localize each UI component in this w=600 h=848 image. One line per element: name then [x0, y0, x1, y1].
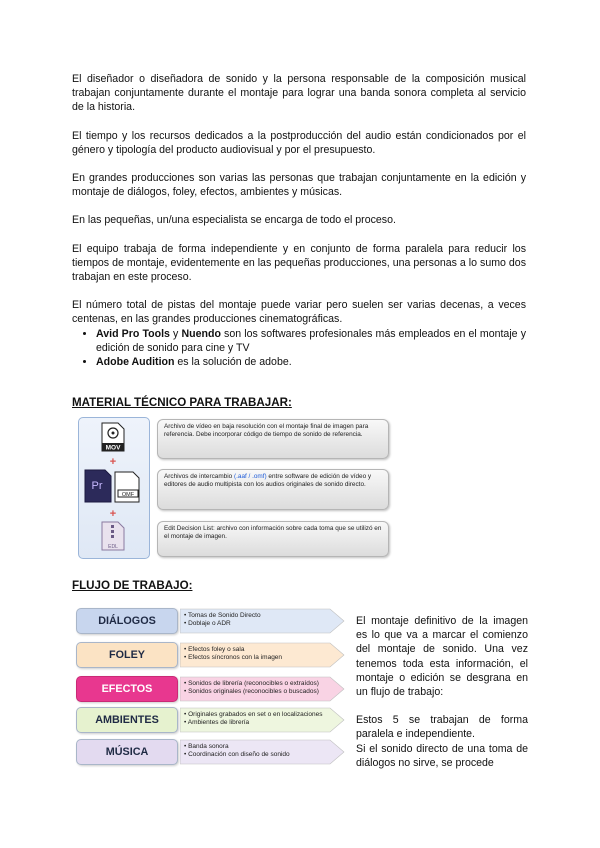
flow-label-0: DIÁLOGOS	[76, 608, 178, 634]
flow-label-1: FOLEY	[76, 642, 178, 668]
flow-description	[184, 680, 324, 697]
premiere-file-icon	[84, 469, 112, 503]
paragraph-6: El número total de pistas del montaje puede variar pero suelen ser varias decenas, a veces centenas, en las grandes producciones cinematográficas.	[72, 299, 526, 326]
flow-label-4: MÚSICA	[76, 739, 178, 765]
paragraph-4: En las pequeñas, un/una especialista se encarga de todo el proceso.	[72, 214, 396, 227]
list-item: • Avid Pro Tools y Nuendo son los softwares profesionales más empleados en el montaje y edición de sonido para cine y TV	[96, 327, 526, 355]
flow-label-2: EFECTOS	[76, 676, 178, 702]
flow-line: • Ambientes de librería	[184, 719, 324, 727]
flow-description	[184, 612, 324, 629]
svg-text:EDL: EDL	[108, 544, 118, 550]
flow-line: • Doblaje o ADR	[184, 620, 324, 628]
mov-file-icon	[101, 422, 125, 452]
flow-line: • Originales grabados en set o en localizaciones	[184, 711, 324, 719]
material-box-video: Archivo de vídeo en baja resolución con el montaje final de imagen para referencia. Debe incorporar código de tiempo de sonido de referencia.	[157, 419, 389, 459]
material-box-intercambio: Archivos de intercambio (.aaf / .omf) entre software de edición de vídeo y editores de audio multipista con los audios originales de sonido directo.	[157, 469, 389, 510]
paragraph-1: El diseñador o diseñadora de sonido y la persona responsable de la composición musical trabajan conjuntamente durante el montaje para lograr una banda sonora completa al servicio de la historia.	[72, 73, 526, 114]
material-box-edl: Edit Decision List: archivo con información sobre cada toma que se utilizó en el montaje de imagen.	[157, 521, 389, 557]
flujo-heading: FLUJO DE TRABAJO:	[72, 579, 193, 592]
edl-file-icon	[101, 521, 125, 551]
flow-label-3: AMBIENTES	[76, 707, 178, 733]
flujo-paragraph-1: El montaje definitivo de la imagen es lo que va a marcar el comienzo del montaje de sonido. Una vez tenemos toda esta información, el montaje o edición se desgrana en un flujo de trabajo:	[356, 615, 528, 699]
omf-file-icon	[113, 471, 141, 503]
paragraph-5: El equipo trabaja de forma independiente y en conjunto de forma paralela para reducir los tiempos de montaje, evidentemente en las pequeñas producciones, una personas a lo sumo dos trabajan en este proceso.	[72, 242, 526, 284]
paragraph-2: El tiempo y los recursos dedicados a la postproducción del audio están condicionados por el género y tipología del producto audiovisual y por el presupuesto.	[72, 129, 526, 156]
flow-description	[184, 646, 324, 663]
material-heading: MATERIAL TÉCNICO PARA TRABAJAR:	[72, 396, 292, 409]
text-body	[72, 72, 526, 369]
plus-icon: +	[109, 508, 117, 520]
svg-text:Pr: Pr	[91, 480, 103, 492]
flujo-paragraph-2: Estos 5 se trabajan de forma paralela e independiente.	[356, 714, 528, 741]
flujo-paragraph-3: Si el sonido directo de una toma de diálogos no sirve, se procede	[356, 742, 528, 769]
flow-description	[184, 711, 324, 728]
flow-description	[184, 743, 324, 760]
flow-line: • Coordinación con diseño de sonido	[184, 751, 324, 759]
flow-line: • Banda sonora	[184, 743, 324, 751]
flow-line: • Sonidos de librería (reconocibles o extraídos)	[184, 680, 324, 688]
flow-line: • Sonidos originales (reconocibles o buscados)	[184, 688, 324, 696]
software-list	[72, 327, 526, 370]
svg-text:OMF: OMF	[121, 492, 135, 498]
flow-line: • Tomas de Sonido Directo	[184, 612, 324, 620]
paragraph-3: En grandes producciones son varias las personas que trabajan conjuntamente en la edición y montaje de diálogos, foley, efectos, ambientes y músicas.	[72, 172, 526, 199]
flow-line: • Efectos síncronos con la imagen	[184, 654, 324, 662]
plus-icon: +	[109, 456, 117, 468]
svg-text:MOV: MOV	[105, 444, 121, 452]
flow-line: • Efectos foley o sala	[184, 646, 324, 654]
flujo-description	[356, 614, 528, 770]
list-item: • Adobe Audition es la solución de adobe.	[96, 355, 526, 369]
